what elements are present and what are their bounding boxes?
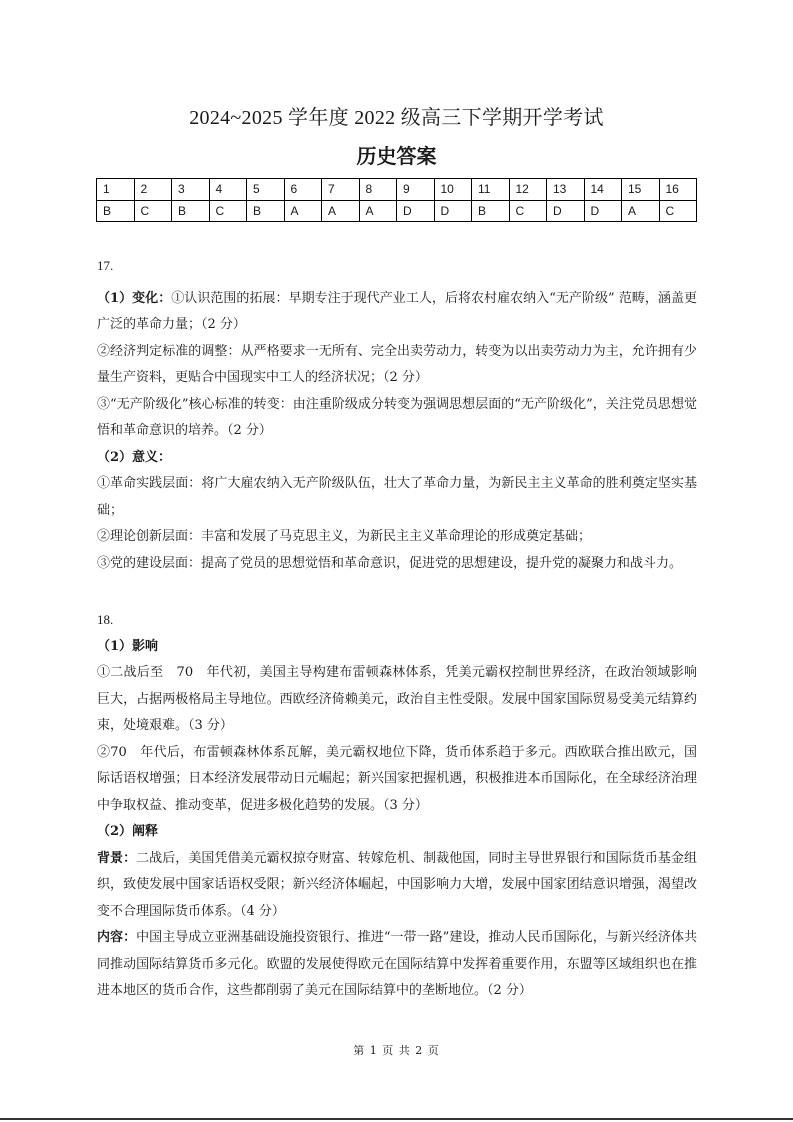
q17-point3: ③“无产阶级化”核心标准的转变：由注重阶级成分转变为强调思想层面的“无产阶级化”，关注党员思想觉悟和革命意识的培养。（2 分） (97, 396, 697, 438)
answer-table-number-cell: 14 (584, 179, 622, 201)
answer-table-answer-cell: A (322, 200, 360, 222)
answer-table-answer-cell: A (284, 200, 322, 222)
page-bottom-rule (0, 1118, 793, 1120)
answer-table-number-cell: 7 (322, 179, 360, 201)
answer-table-number-cell: 9 (397, 179, 435, 201)
answer-table-answer-cell: D (397, 200, 435, 222)
q17-meaning2: ②理论创新层面：丰富和发展了马克思主义，为新民主主义革命理论的形成奠定基础； (97, 529, 592, 544)
answer-body (97, 253, 697, 1005)
answer-table-number-cell: 16 (659, 179, 697, 201)
q18-part1-label: （1）影响 (97, 638, 159, 654)
q18-part2-label: （2）阐释 (97, 824, 159, 839)
answer-table-answer-cell: D (434, 200, 472, 222)
answer-table-number-row (97, 179, 697, 201)
answer-table-number-cell: 6 (284, 179, 322, 201)
q18-background (97, 846, 697, 926)
answer-table-answer-row (97, 200, 697, 222)
answer-table-answer-cell: B (97, 200, 135, 222)
answer-table-answer-cell: C (134, 200, 172, 222)
q18-impact1: ①二战后至 70 年代初，美国主导构建布雷顿森林体系，凭美元霸权控制世界经济，在政治领域影响巨大，占据两极格局主导地位。西欧经济倚赖美元，政治自主性受限。发展中国家国际贸易受美元结算约束，处境艰难。（3 分） (97, 665, 697, 733)
exam-title: 2024~2025 学年度 2022 级高三下学期开学考试 (189, 107, 604, 129)
q18-content-label: 内容： (97, 930, 137, 945)
answer-table-number-cell: 2 (134, 179, 172, 201)
answer-table (96, 178, 697, 222)
answer-table-answer-cell: A (622, 200, 660, 222)
q17-part1-text: ①认识范围的拓展：早期专注于现代产业工人，后将农村雇农纳入“无产阶级” 范畴，涵盖更广泛的革命力量；（2 分） (97, 290, 697, 332)
page-footer: 第 1 页 共 2 页 (353, 1044, 440, 1057)
answer-table-answer-cell: A (359, 200, 397, 222)
answer-table-answer-cell: D (547, 200, 585, 222)
page-subtitle: 历史答案 (356, 144, 437, 168)
answer-table-answer-cell: C (659, 200, 697, 222)
q18-number: 18. (97, 612, 114, 627)
q17-part1-label: （1）变化： (97, 290, 172, 306)
q17-meaning1: ①革命实践层面：将广大雇农纳入无产阶级队伍，壮大了革命力量，为新民主主义革命的胜利奠定坚实基础； (97, 476, 697, 518)
answer-table-answer-cell: D (584, 200, 622, 222)
answer-table-number-cell: 12 (509, 179, 547, 201)
q17-part1 (97, 286, 697, 339)
q17-meaning3: ③党的建设层面：提高了党员的思想觉悟和革命意识，促进党的思想建设，提升党的凝聚力和战斗力。 (97, 555, 683, 571)
answer-table-number-cell: 11 (472, 179, 510, 201)
answer-table-number-cell: 4 (209, 179, 247, 201)
q18-content-text: 中国主导成立亚洲基础设施投资银行、推进“一带一路”建设，推动人民币国际化，与新兴经济体共同推动国际结算货币多元化。欧盟的发展使得欧元在国际结算中发挥着重要作用，东盟等区域组织也在推进本地区的货币合作，这些都削弱了美元在国际结算中的垄断地位。（2 分） (97, 930, 697, 998)
q17-number: 17. (97, 258, 114, 273)
q18-background-text: 二战后，美国凭借美元霸权掠夺财富、转嫁危机、制裁他国，同时主导世界银行和国际货币基金组织，致使发展中国家话语权受限；新兴经济体崛起，中国影响力大增，发展中国家团结意识增强，渴望改变不合理国际货币体系。（4 分） (97, 850, 697, 919)
answer-table-answer-cell: C (209, 200, 247, 222)
answer-table-number-cell: 13 (547, 179, 585, 201)
q17-part2-label: （2）意义： (97, 449, 172, 465)
q18-content (97, 925, 697, 1005)
answer-table-number-cell: 1 (97, 179, 135, 201)
answer-table-answer-cell: B (472, 200, 510, 222)
answer-table-answer-cell: C (509, 200, 547, 222)
answer-table-number-cell: 5 (247, 179, 285, 201)
answer-table-answer-cell: B (172, 200, 210, 222)
q18-impact2: ②70 年代后，布雷顿森林体系瓦解，美元霸权地位下降，货币体系趋于多元。西欧联合推出欧元，国际话语权增强；日本经济发展带动日元崛起；新兴国家把握机遇，积极推进本币国际化，在全球经济治理中争取权益、推动变革，促进多极化趋势的发展。（3 分） (97, 744, 697, 813)
answer-table-number-cell: 3 (172, 179, 210, 201)
q18-background-label: 背景： (97, 850, 137, 866)
q17-point2: ②经济判定标准的调整：从严格要求一无所有、完全出卖劳动力，转变为以出卖劳动力为主，允许拥有少量生产资料，更贴合中国现实中工人的经济状况；（2 分） (97, 343, 697, 385)
answer-table-number-cell: 15 (622, 179, 660, 201)
answer-table-answer-cell: B (247, 200, 285, 222)
answer-table-number-cell: 10 (434, 179, 472, 201)
answer-table-number-cell: 8 (359, 179, 397, 201)
